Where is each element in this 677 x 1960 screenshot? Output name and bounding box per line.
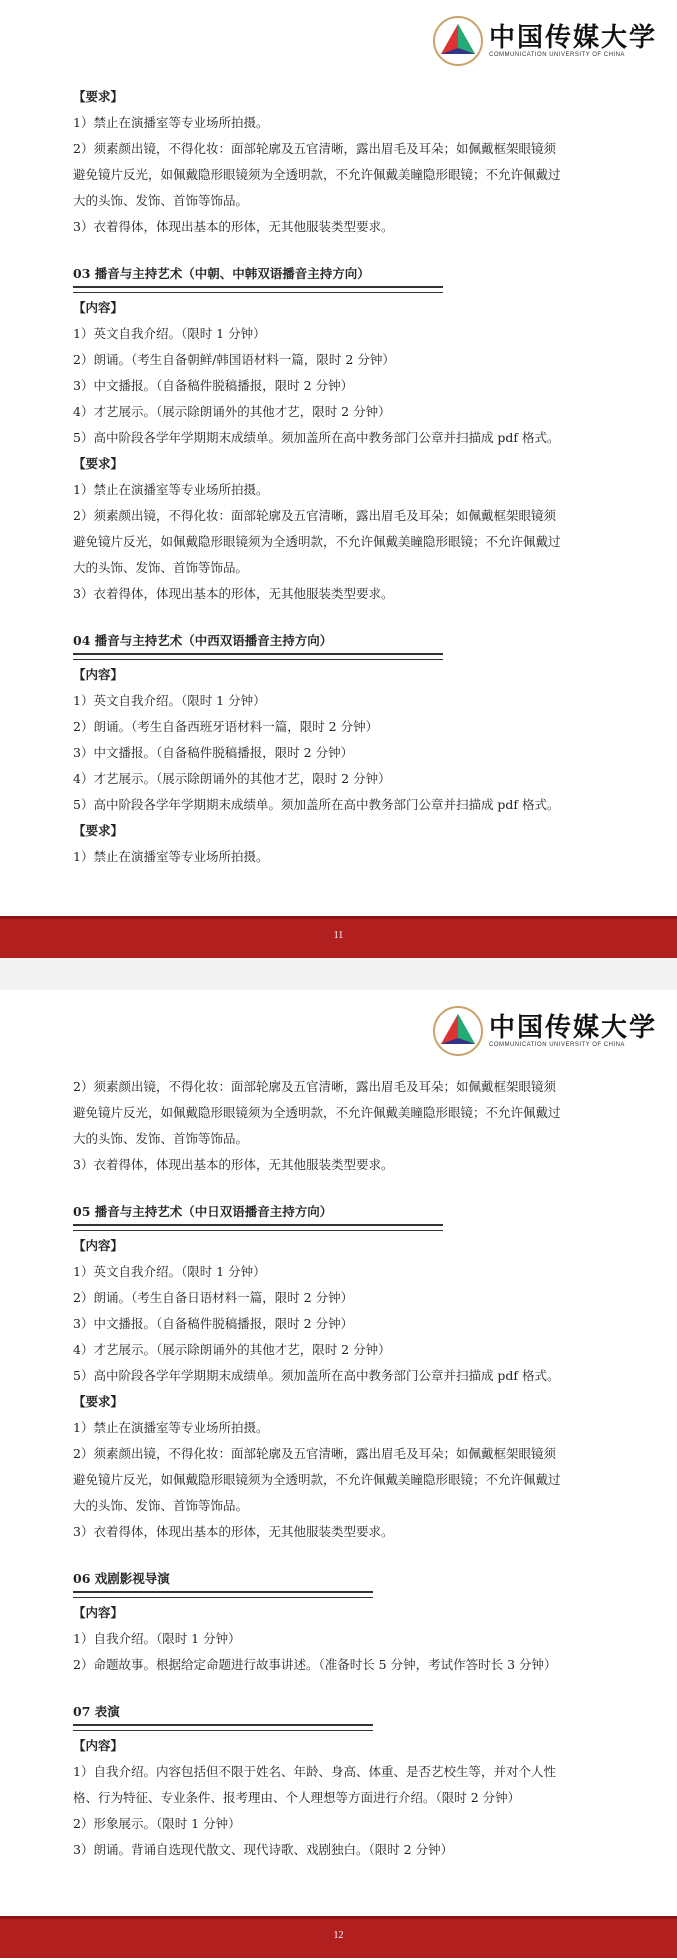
logo-chinese-name: 中国传媒大学 bbox=[488, 23, 657, 53]
page-gap bbox=[0, 958, 677, 990]
page-footer bbox=[0, 916, 677, 958]
requirements-label: 【要求】 bbox=[73, 89, 124, 104]
list-item: 3）中文播报。（自备稿件脱稿播报，限时 2 分钟） bbox=[73, 378, 354, 393]
list-item: 1）自我介绍。（限时 1 分钟） bbox=[73, 1631, 241, 1646]
list-item: 避免镜片反光，如佩戴隐形眼镜须为全透明款，不允许佩戴美瞳隐形眼镜；不允许佩戴过 bbox=[73, 1105, 561, 1120]
list-item: 避免镜片反光，如佩戴隐形眼镜须为全透明款，不允许佩戴美瞳隐形眼镜；不允许佩戴过 bbox=[73, 167, 561, 182]
section-title-07: 07 表演 bbox=[73, 1704, 120, 1719]
list-item: 4）才艺展示。（展示除朗诵外的其他才艺，限时 2 分钟） bbox=[73, 1342, 391, 1357]
section-rule bbox=[73, 1224, 443, 1231]
section-title-04: 04 播音与主持艺术（中西双语播音主持方向） bbox=[73, 633, 333, 648]
list-item: 2）朗诵。（考生自备西班牙语材料一篇，限时 2 分钟） bbox=[73, 719, 379, 734]
footer-stripe bbox=[0, 916, 677, 919]
content-label: 【内容】 bbox=[73, 1238, 124, 1253]
logo-emblem-icon bbox=[433, 16, 483, 66]
content-label: 【内容】 bbox=[73, 1605, 124, 1620]
page-number: 12 bbox=[333, 1930, 344, 1941]
section-rule bbox=[73, 286, 443, 293]
list-item: 避免镜片反光，如佩戴隐形眼镜须为全透明款，不允许佩戴美瞳隐形眼镜；不允许佩戴过 bbox=[73, 1472, 561, 1487]
content-label: 【内容】 bbox=[73, 1738, 124, 1753]
page-12-body bbox=[73, 1074, 613, 1863]
requirements-label: 【要求】 bbox=[73, 1394, 124, 1409]
list-item: 3）朗诵。背诵自选现代散文、现代诗歌、戏剧独白。（限时 2 分钟） bbox=[73, 1842, 454, 1857]
list-item: 1）禁止在演播室等专业场所拍摄。 bbox=[73, 482, 269, 497]
list-item: 4）才艺展示。（展示除朗诵外的其他才艺，限时 2 分钟） bbox=[73, 404, 391, 419]
logo-english-name: COMMUNICATION UNIVERSITY OF CHINA bbox=[488, 52, 625, 58]
list-item: 大的头饰、发饰、首饰等饰品。 bbox=[73, 560, 249, 575]
list-item: 1）英文自我介绍。（限时 1 分钟） bbox=[73, 693, 266, 708]
list-item: 1）禁止在演播室等专业场所拍摄。 bbox=[73, 1420, 269, 1435]
logo-emblem-icon bbox=[433, 1006, 483, 1056]
section-title-05: 05 播音与主持艺术（中日双语播音主持方向） bbox=[73, 1204, 333, 1219]
list-item: 3）中文播报。（自备稿件脱稿播报，限时 2 分钟） bbox=[73, 745, 354, 760]
list-item: 4）才艺展示。（展示除朗诵外的其他才艺，限时 2 分钟） bbox=[73, 771, 391, 786]
section-rule bbox=[73, 653, 443, 660]
list-item: 2）朗诵。（考生自备朝鲜/韩国语材料一篇，限时 2 分钟） bbox=[73, 352, 395, 367]
list-item: 5）高中阶段各学年学期期末成绩单。须加盖所在高中教务部门公章并扫描成 pdf 格式。 bbox=[73, 797, 560, 812]
list-item: 1）自我介绍。内容包括但不限于姓名、年龄、身高、体重、是否艺校生等，并对个人性 bbox=[73, 1764, 556, 1779]
list-item: 格、行为特征、专业条件、报考理由、个人理想等方面进行介绍。（限时 2 分钟） bbox=[73, 1790, 521, 1805]
page-footer bbox=[0, 1916, 677, 1958]
logo-chinese-name: 中国传媒大学 bbox=[488, 1013, 657, 1043]
list-item: 1）英文自我介绍。（限时 1 分钟） bbox=[73, 1264, 266, 1279]
list-item: 3）衣着得体，体现出基本的形体，无其他服装类型要求。 bbox=[73, 219, 394, 234]
university-logo bbox=[433, 1008, 657, 1054]
list-item: 1）禁止在演播室等专业场所拍摄。 bbox=[73, 115, 269, 130]
section-title-03: 03 播音与主持艺术（中朝、中韩双语播音主持方向） bbox=[73, 266, 370, 281]
document-page-11 bbox=[0, 0, 677, 958]
list-item: 2）形象展示。（限时 1 分钟） bbox=[73, 1816, 241, 1831]
list-item: 3）中文播报。（自备稿件脱稿播报，限时 2 分钟） bbox=[73, 1316, 354, 1331]
list-item: 3）衣着得体，体现出基本的形体，无其他服装类型要求。 bbox=[73, 1157, 394, 1172]
section-title-06: 06 戏剧影视导演 bbox=[73, 1571, 170, 1586]
list-item: 2）须素颜出镜，不得化妆：面部轮廓及五官清晰，露出眉毛及耳朵；如佩戴框架眼镜须 bbox=[73, 141, 556, 156]
list-item: 2）须素颜出镜，不得化妆：面部轮廓及五官清晰，露出眉毛及耳朵；如佩戴框架眼镜须 bbox=[73, 1446, 556, 1461]
section-rule bbox=[73, 1724, 373, 1731]
requirements-label: 【要求】 bbox=[73, 456, 124, 471]
university-logo bbox=[433, 18, 657, 64]
list-item: 5）高中阶段各学年学期期末成绩单。须加盖所在高中教务部门公章并扫描成 pdf 格式。 bbox=[73, 430, 560, 445]
list-item: 2）命题故事。根据给定命题进行故事讲述。（准备时长 5 分钟，考试作答时长 3 分钟） bbox=[73, 1657, 557, 1672]
section-rule bbox=[73, 1591, 373, 1598]
list-item: 2）须素颜出镜，不得化妆：面部轮廓及五官清晰，露出眉毛及耳朵；如佩戴框架眼镜须 bbox=[73, 1079, 556, 1094]
list-item: 大的头饰、发饰、首饰等饰品。 bbox=[73, 1498, 249, 1513]
requirements-label: 【要求】 bbox=[73, 823, 124, 838]
list-item: 大的头饰、发饰、首饰等饰品。 bbox=[73, 193, 249, 208]
list-item: 3）衣着得体，体现出基本的形体，无其他服装类型要求。 bbox=[73, 1524, 394, 1539]
page-11-body bbox=[73, 84, 613, 870]
list-item: 2）朗诵。（考生自备日语材料一篇，限时 2 分钟） bbox=[73, 1290, 354, 1305]
content-label: 【内容】 bbox=[73, 667, 124, 682]
document-page-12 bbox=[0, 990, 677, 1960]
list-item: 3）衣着得体，体现出基本的形体，无其他服装类型要求。 bbox=[73, 586, 394, 601]
list-item: 2）须素颜出镜，不得化妆：面部轮廓及五官清晰，露出眉毛及耳朵；如佩戴框架眼镜须 bbox=[73, 508, 556, 523]
page-number: 11 bbox=[333, 930, 344, 941]
list-item: 避免镜片反光，如佩戴隐形眼镜须为全透明款，不允许佩戴美瞳隐形眼镜；不允许佩戴过 bbox=[73, 534, 561, 549]
list-item: 大的头饰、发饰、首饰等饰品。 bbox=[73, 1131, 249, 1146]
list-item: 5）高中阶段各学年学期期末成绩单。须加盖所在高中教务部门公章并扫描成 pdf 格式。 bbox=[73, 1368, 560, 1383]
list-item: 1）禁止在演播室等专业场所拍摄。 bbox=[73, 849, 269, 864]
footer-stripe bbox=[0, 1916, 677, 1919]
logo-english-name: COMMUNICATION UNIVERSITY OF CHINA bbox=[488, 1042, 625, 1048]
list-item: 1）英文自我介绍。（限时 1 分钟） bbox=[73, 326, 266, 341]
content-label: 【内容】 bbox=[73, 300, 124, 315]
